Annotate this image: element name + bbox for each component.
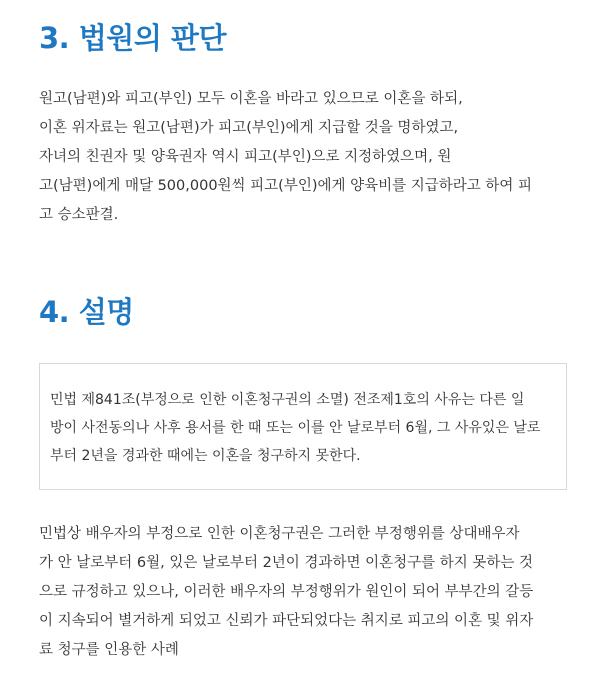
statute-quote-box [39, 363, 567, 490]
judgment-paragraph [39, 85, 569, 230]
statute-quote-text [50, 386, 540, 470]
explanation-line: 이 지속되어 별거하게 되었고 신뢰가 파단되었다는 취지로 피고의 이혼 및 위자 [39, 613, 534, 629]
section-heading-explanation: 4. 설명 [39, 295, 134, 329]
judgment-line: 이혼 위자료는 원고(남편)가 피고(부인)에게 지급할 것을 명하였고, [39, 120, 459, 136]
explanation-line: 민법상 배우자의 부정으로 인한 이혼청구권은 그러한 부정행위를 상대배우자 [39, 526, 520, 542]
section-heading-judgment: 3. 법원의 판단 [39, 21, 226, 55]
judgment-line: 고(남편)에게 매달 500,000원씩 피고(부인)에게 양육비를 지급하라고 하여 피 [39, 178, 533, 194]
statute-quote-line: 방이 사전동의나 사후 용서를 한 때 또는 이를 안 날로부터 6월, 그 사유있은 날로 [50, 420, 541, 436]
explanation-line: 료 청구를 인용한 사례 [39, 642, 179, 658]
explanation-line: 가 안 날로부터 6월, 있은 날로부터 2년이 경과하면 이혼청구를 하지 못하는 것 [39, 555, 533, 571]
explanation-line: 으로 규정하고 있으나, 이러한 배우자의 부정행위가 원인이 되어 부부간의 갈등 [39, 584, 534, 600]
judgment-line: 고 승소판결. [39, 207, 119, 223]
explanation-paragraph [39, 520, 569, 665]
statute-quote-line: 부터 2년을 경과한 때에는 이혼을 청구하지 못한다. [50, 448, 361, 464]
statute-quote-line: 민법 제841조(부정으로 인한 이혼청구권의 소멸) 전조제1호의 사유는 다른 일 [50, 392, 525, 408]
judgment-line: 원고(남편)와 피고(부인) 모두 이혼을 바라고 있으므로 이혼을 하되, [39, 91, 463, 107]
judgment-line: 자녀의 친권자 및 양육권자 역시 피고(부인)으로 지정하였으며, 원 [39, 149, 452, 165]
